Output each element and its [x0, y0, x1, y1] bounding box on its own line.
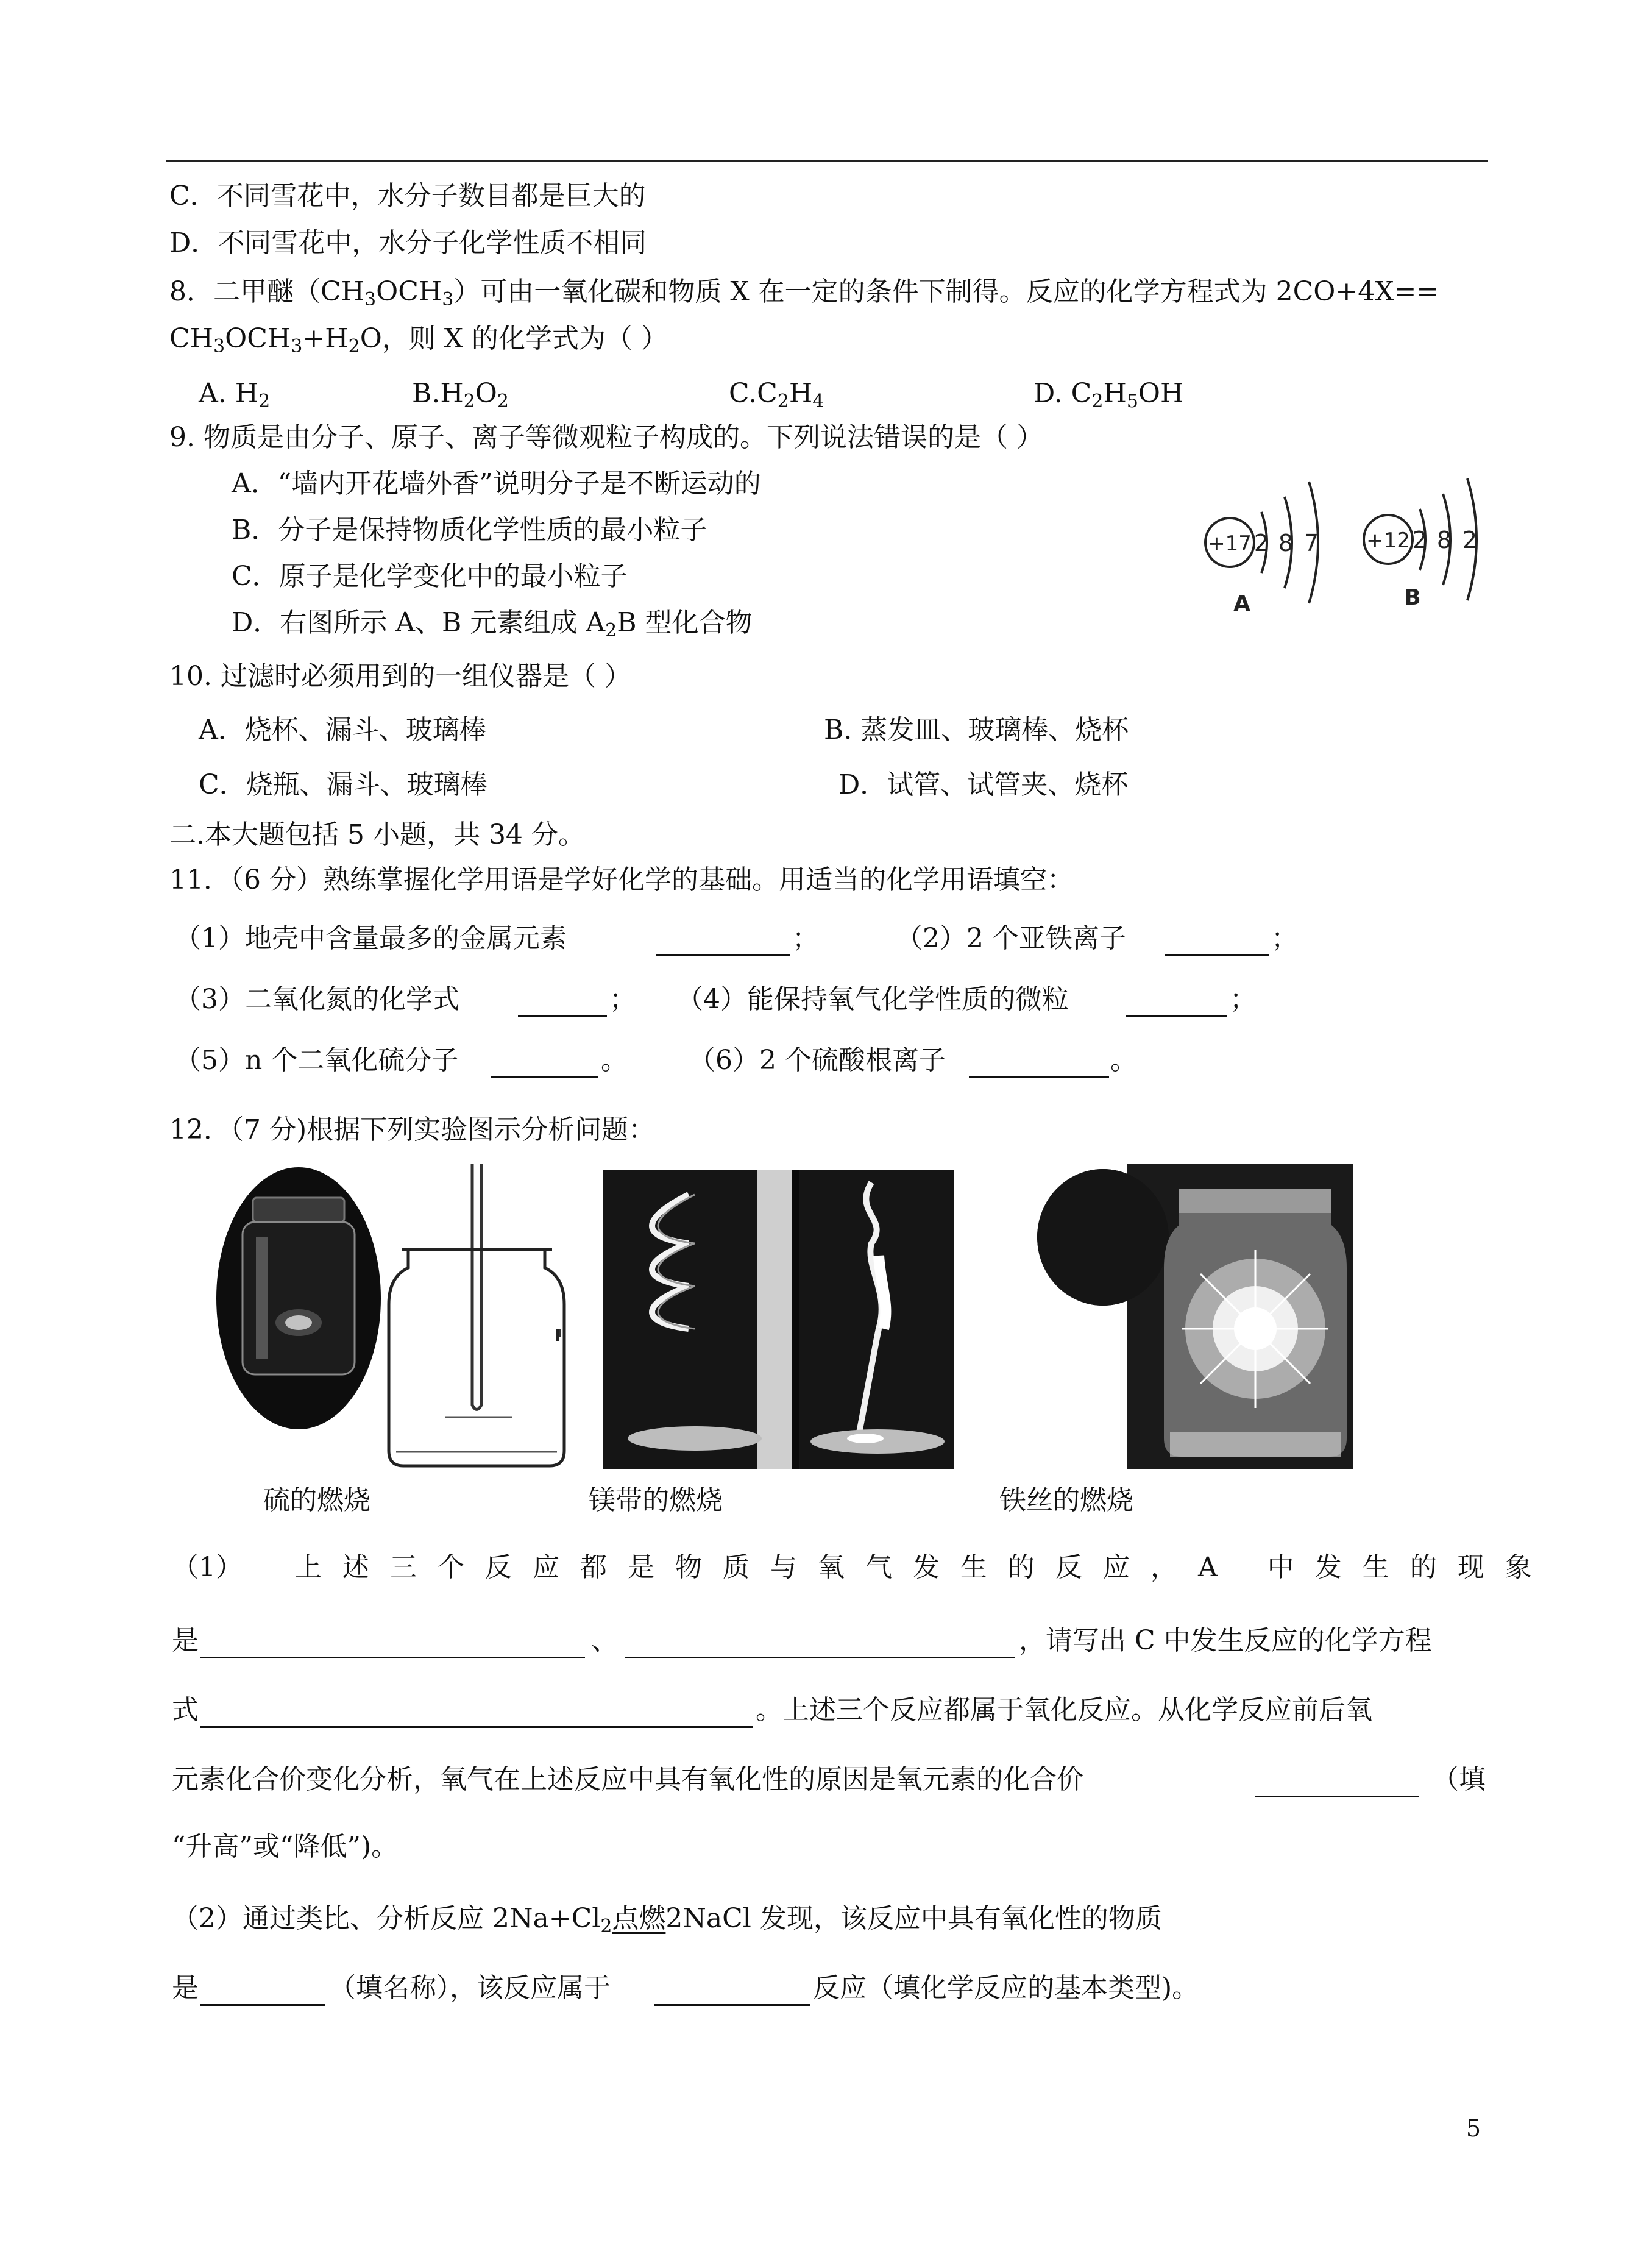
q10-option-b: B. 蒸发皿、玻璃棒、烧杯 — [824, 714, 1129, 745]
q8-option-a: A. $H_2$ — [199, 378, 271, 412]
caption-magnesium: 镁带的燃烧 — [589, 1485, 723, 1516]
q11-semi-1: ； — [792, 923, 819, 954]
q9-stem: 9. 物质是由分子、原子、离子等微观粒子构成的。下列说法错误的是（ ） — [169, 422, 1043, 453]
q11-semi-3: ； — [609, 984, 636, 1015]
q12-p2-line2-end: 反应（填化学反应的基本类型)。 — [813, 1972, 1199, 2003]
q9-option-b: B．分子是保持物质化学性质的最小粒子 — [232, 514, 707, 546]
q8-option-b: $B.H_2O_2$ — [412, 378, 509, 412]
q12-blank-phenomenon-2[interactable] — [625, 1629, 1015, 1658]
atom-a-shell-3: 7 — [1303, 530, 1319, 556]
q12-blank-phenomenon-1[interactable] — [200, 1629, 585, 1658]
q12-blank-reaction-type[interactable] — [654, 1976, 810, 2006]
atom-b-shell-1: 2 — [1412, 527, 1428, 553]
q11-semi-4: ； — [1230, 984, 1257, 1015]
atom-a-nucleus: +17 — [1208, 531, 1252, 556]
q12-p2-line2-start: 是 — [172, 1972, 199, 2003]
atom-a-shell-1: 2 — [1253, 530, 1269, 556]
atom-b-nucleus: +12 — [1366, 528, 1410, 553]
iron-wire-combustion-figure — [1024, 1164, 1353, 1469]
q8-stem-line1: 8．二甲醚$(CH_3OCH_3)$可由一氧化碳和物质 X 在一定的条件下制得。反应的化学方程式为 2CO+4X== — [169, 276, 1439, 310]
q10-option-d: D．试管、试管夹、烧杯 — [838, 769, 1129, 800]
q12-p1-line5: “升高”或“降低”)。 — [172, 1831, 399, 1862]
header-rule — [166, 160, 1488, 162]
q11-part-6: （6）2 个硫酸根离子 — [689, 1045, 946, 1076]
q10-stem: 10. 过滤时必须用到的一组仪器是（ ） — [169, 661, 631, 692]
q11-blank-4[interactable] — [1126, 987, 1227, 1017]
figure-a-mark — [559, 1329, 561, 1337]
q11-blank-5[interactable] — [491, 1048, 598, 1078]
page-number: 5 — [1466, 2115, 1481, 2142]
q11-blank-6[interactable] — [969, 1048, 1109, 1078]
q11-period-5: 。 — [601, 1045, 628, 1076]
atom-b-shell-3: 2 — [1462, 527, 1478, 553]
atom-b-shell-2: 8 — [1436, 527, 1452, 553]
q8-option-d: D. $C_2H_5OH$ — [1034, 378, 1184, 412]
q12-blank-oxidizer[interactable] — [200, 1976, 325, 2006]
q11-blank-3[interactable] — [518, 987, 607, 1017]
sulfur-combustion-figure — [213, 1164, 597, 1481]
q11-part-4: （4）能保持氧气化学性质的微粒 — [676, 984, 1069, 1015]
q11-period-6: 。 — [1110, 1045, 1137, 1076]
q12-p2-line2-mid: （填名称），该反应属于 — [329, 1972, 611, 2003]
q12-p1-comma: 、 — [591, 1625, 618, 1656]
atom-b-label: B — [1404, 585, 1421, 610]
q8-option-c: $C.C_2H_4$ — [729, 378, 824, 412]
q11-part-2: （2）2 个亚铁离子 — [896, 923, 1126, 954]
q9-option-c: C．原子是化学变化中的最小粒子 — [232, 561, 628, 592]
caption-sulfur: 硫的燃烧 — [263, 1485, 370, 1516]
atom-a-label: A — [1233, 591, 1250, 616]
atom-structure-a — [1194, 463, 1341, 622]
section-2-heading: 二.本大题包括 5 小题，共 34 分。 — [169, 819, 585, 850]
q12-p1-line3-start: 式 — [172, 1694, 199, 1726]
q8-stem-line2: $CH_3OCH_3+H_2O$，则 X 的化学式为（ ） — [169, 323, 668, 357]
q12-blank-valence[interactable] — [1255, 1768, 1419, 1797]
q11-part-3: （3）二氧化氮的化学式 — [174, 984, 459, 1015]
q12-p1-line1: 上述三个反应都是物质与氧气发生的反应，A 中发生的现象 — [295, 1552, 1553, 1583]
q12-p1-line3-end: 。上述三个反应都属于氧化反应。从化学反应前后氧 — [756, 1694, 1372, 1726]
q12-p1-line2-start: 是 — [172, 1625, 199, 1656]
atom-a-shell-2: 8 — [1278, 530, 1294, 556]
q11-blank-2[interactable] — [1165, 926, 1269, 956]
q9-option-a: A．“墙内开花墙外香”说明分子是不断运动的 — [232, 468, 761, 499]
q7-option-d: D．不同雪花中，水分子化学性质不相同 — [169, 227, 647, 258]
q12-stem: 12．（7 分)根据下列实验图示分析问题： — [169, 1114, 656, 1145]
q10-option-a: A．烧杯、漏斗、玻璃棒 — [199, 714, 486, 745]
q11-semi-2: ； — [1271, 923, 1298, 954]
q11-part-5: （5）n 个二氧化硫分子 — [174, 1045, 459, 1076]
q12-p1-label: （1） — [172, 1552, 243, 1583]
q11-part-1: （1）地壳中含量最多的金属元素 — [174, 923, 567, 954]
q7-option-c: C．不同雪花中，水分子数目都是巨大的 — [169, 180, 646, 212]
atom-structure-b — [1353, 463, 1499, 622]
q11-blank-1[interactable] — [656, 926, 790, 956]
q11-stem: 11．（6 分）熟练掌握化学用语是学好化学的基础。用适当的化学用语填空： — [169, 864, 1074, 895]
caption-iron: 铁丝的燃烧 — [999, 1485, 1133, 1516]
magnesium-combustion-figure — [603, 1170, 954, 1469]
q12-p1-line4: 元素化合价变化分析，氧气在上述反应中具有氧化性的原因是氧元素的化合价 — [172, 1764, 1083, 1795]
q10-option-c: C．烧瓶、漏斗、玻璃棒 — [199, 769, 488, 800]
q12-p2-line1: （2）通过类比、分析反应 $2Na+Cl_2$点燃2NaCl 发现，该反应中具有氧化性的物质 — [172, 1903, 1162, 1937]
q12-p1-line2-end: ，请写出 C 中发生反应的化学方程 — [1019, 1625, 1432, 1656]
q12-p1-line4-end: （填 — [1432, 1764, 1486, 1795]
q12-blank-equation[interactable] — [200, 1698, 753, 1728]
q9-option-d: D．右图所示 A、B 元素组成 $A_2B$ 型化合物 — [232, 607, 753, 641]
